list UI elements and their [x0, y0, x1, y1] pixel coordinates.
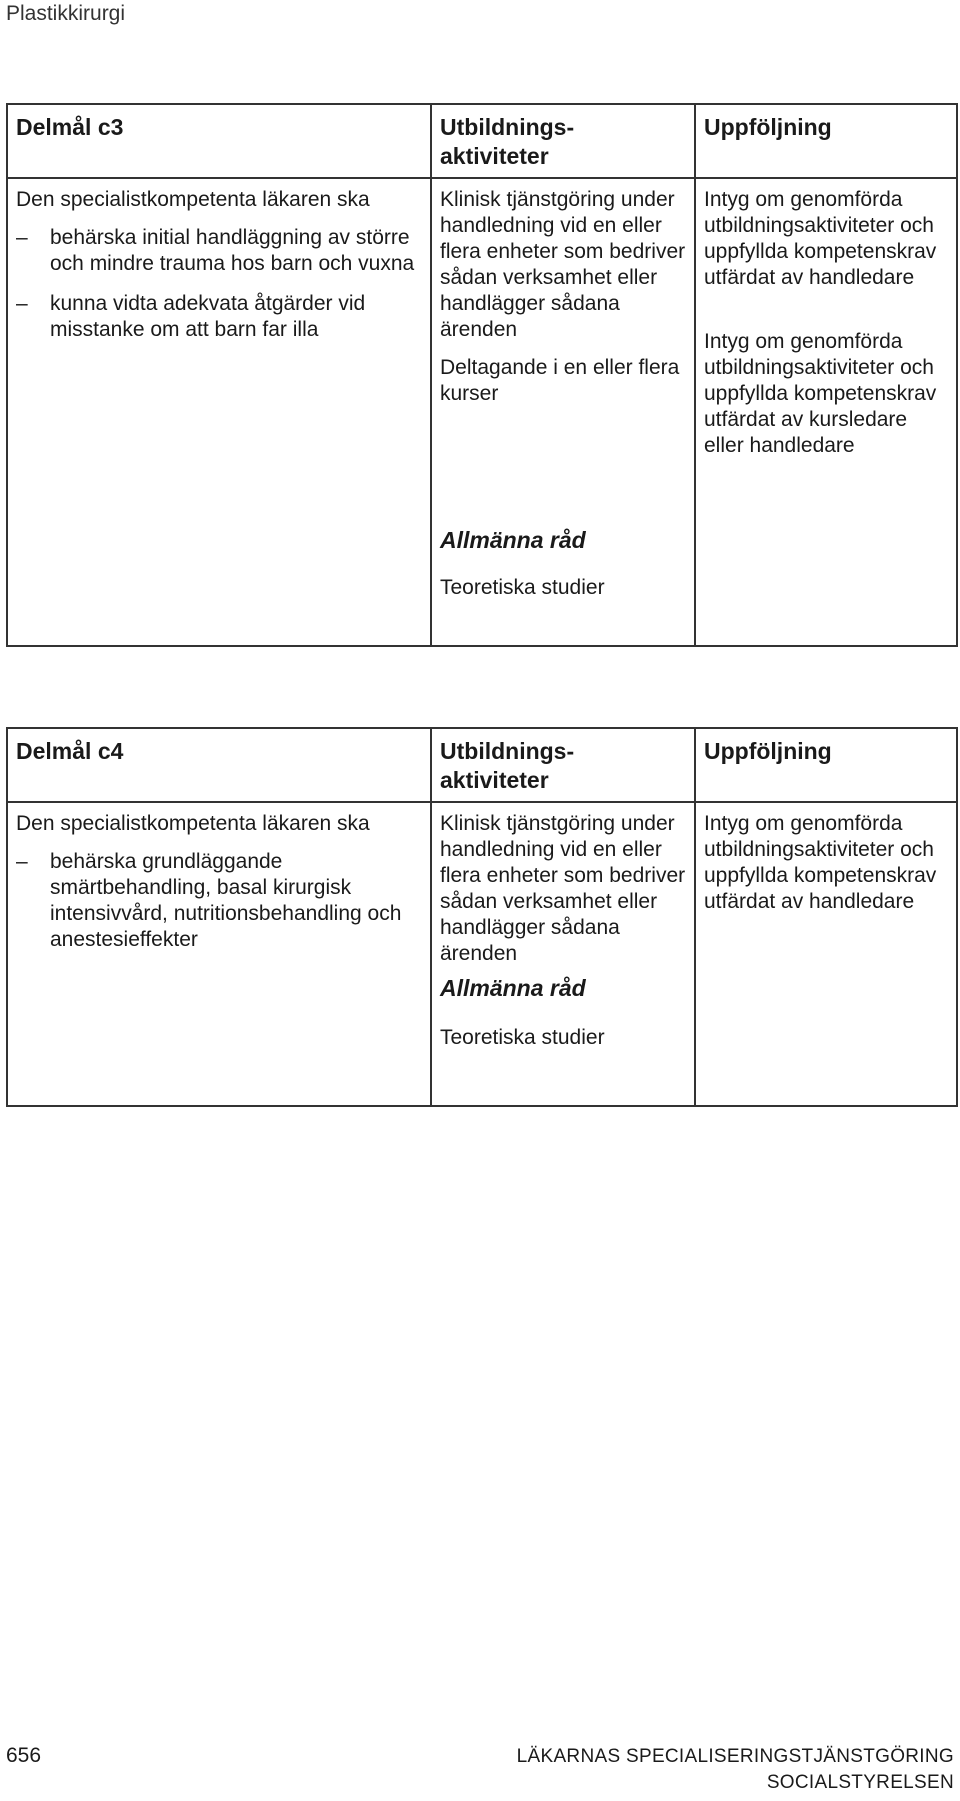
goal-list [16, 849, 422, 953]
activity-text: Deltagande i en eller flera kurser [440, 356, 680, 405]
activities-cell [431, 802, 695, 1106]
header-activities: Utbildnings- aktiviteter [431, 104, 695, 178]
goal-cell [7, 178, 431, 646]
goal-table-c4 [6, 727, 958, 1107]
table-body-row [7, 178, 957, 646]
general-advice-heading: Allmänna råd [440, 975, 586, 1001]
followup-cell [695, 178, 957, 646]
followup-text: Intyg om genomförda utbildningsaktiviteter och uppfyllda kompetenskrav utfärdat av kursledare eller handledare [704, 330, 937, 457]
footer-publication [517, 1744, 954, 1796]
activity-text: Klinisk tjänstgöring under handledning vid en eller flera enheter som bedriver sådan verksamhet eller handlägger sådana ärenden [440, 188, 686, 341]
header-followup: Uppföljning [695, 728, 957, 802]
header-followup: Uppföljning [695, 104, 957, 178]
goal-intro: Den specialistkompetenta läkaren ska [16, 188, 370, 211]
activity-text: Klinisk tjänstgöring under handledning vid en eller flera enheter som bedriver sådan verksamhet eller handlägger sådana ärenden [440, 812, 686, 965]
table-body-row [7, 802, 957, 1106]
header-goal: Delmål c3 [7, 104, 431, 178]
goal-item: – behärska initial handläggning av större och mindre trauma hos barn och vuxna [16, 225, 422, 277]
goal-table-c3 [6, 103, 958, 647]
goal-item: – kunna vidta adekvata åtgärder vid misstanke om att barn far illa [16, 291, 422, 343]
followup-text: Intyg om genomförda utbildningsaktiviteter och uppfyllda kompetenskrav utfärdat av handledare [704, 812, 937, 913]
general-advice-heading: Allmänna råd [440, 527, 586, 553]
general-advice-text: Teoretiska studier [440, 1026, 605, 1049]
followup-text: Intyg om genomförda utbildningsaktiviteter och uppfyllda kompetenskrav utfärdat av handledare [704, 188, 937, 289]
goal-cell [7, 802, 431, 1106]
running-header: Plastikkirurgi [6, 2, 126, 25]
goal-list [16, 225, 422, 343]
header-goal: Delmål c4 [7, 728, 431, 802]
publication-title: LÄKARNAS SPECIALISERINGSTJÄNSTGÖRING [516, 1746, 954, 1767]
table-header-row [7, 104, 957, 178]
goal-intro: Den specialistkompetenta läkaren ska [16, 812, 370, 835]
publisher-name: SOCIALSTYRELSEN [766, 1772, 954, 1793]
header-activities: Utbildnings- aktiviteter [431, 728, 695, 802]
goal-item: – behärska grundläggande smärtbehandling, basal kirurgisk intensivvård, nutritionsbehandling och anestesieffekter [16, 849, 422, 953]
followup-cell [695, 802, 957, 1106]
table-header-row [7, 728, 957, 802]
general-advice-text: Teoretiska studier [440, 576, 605, 599]
activities-cell [431, 178, 695, 646]
page-number: 656 [6, 1744, 42, 1767]
